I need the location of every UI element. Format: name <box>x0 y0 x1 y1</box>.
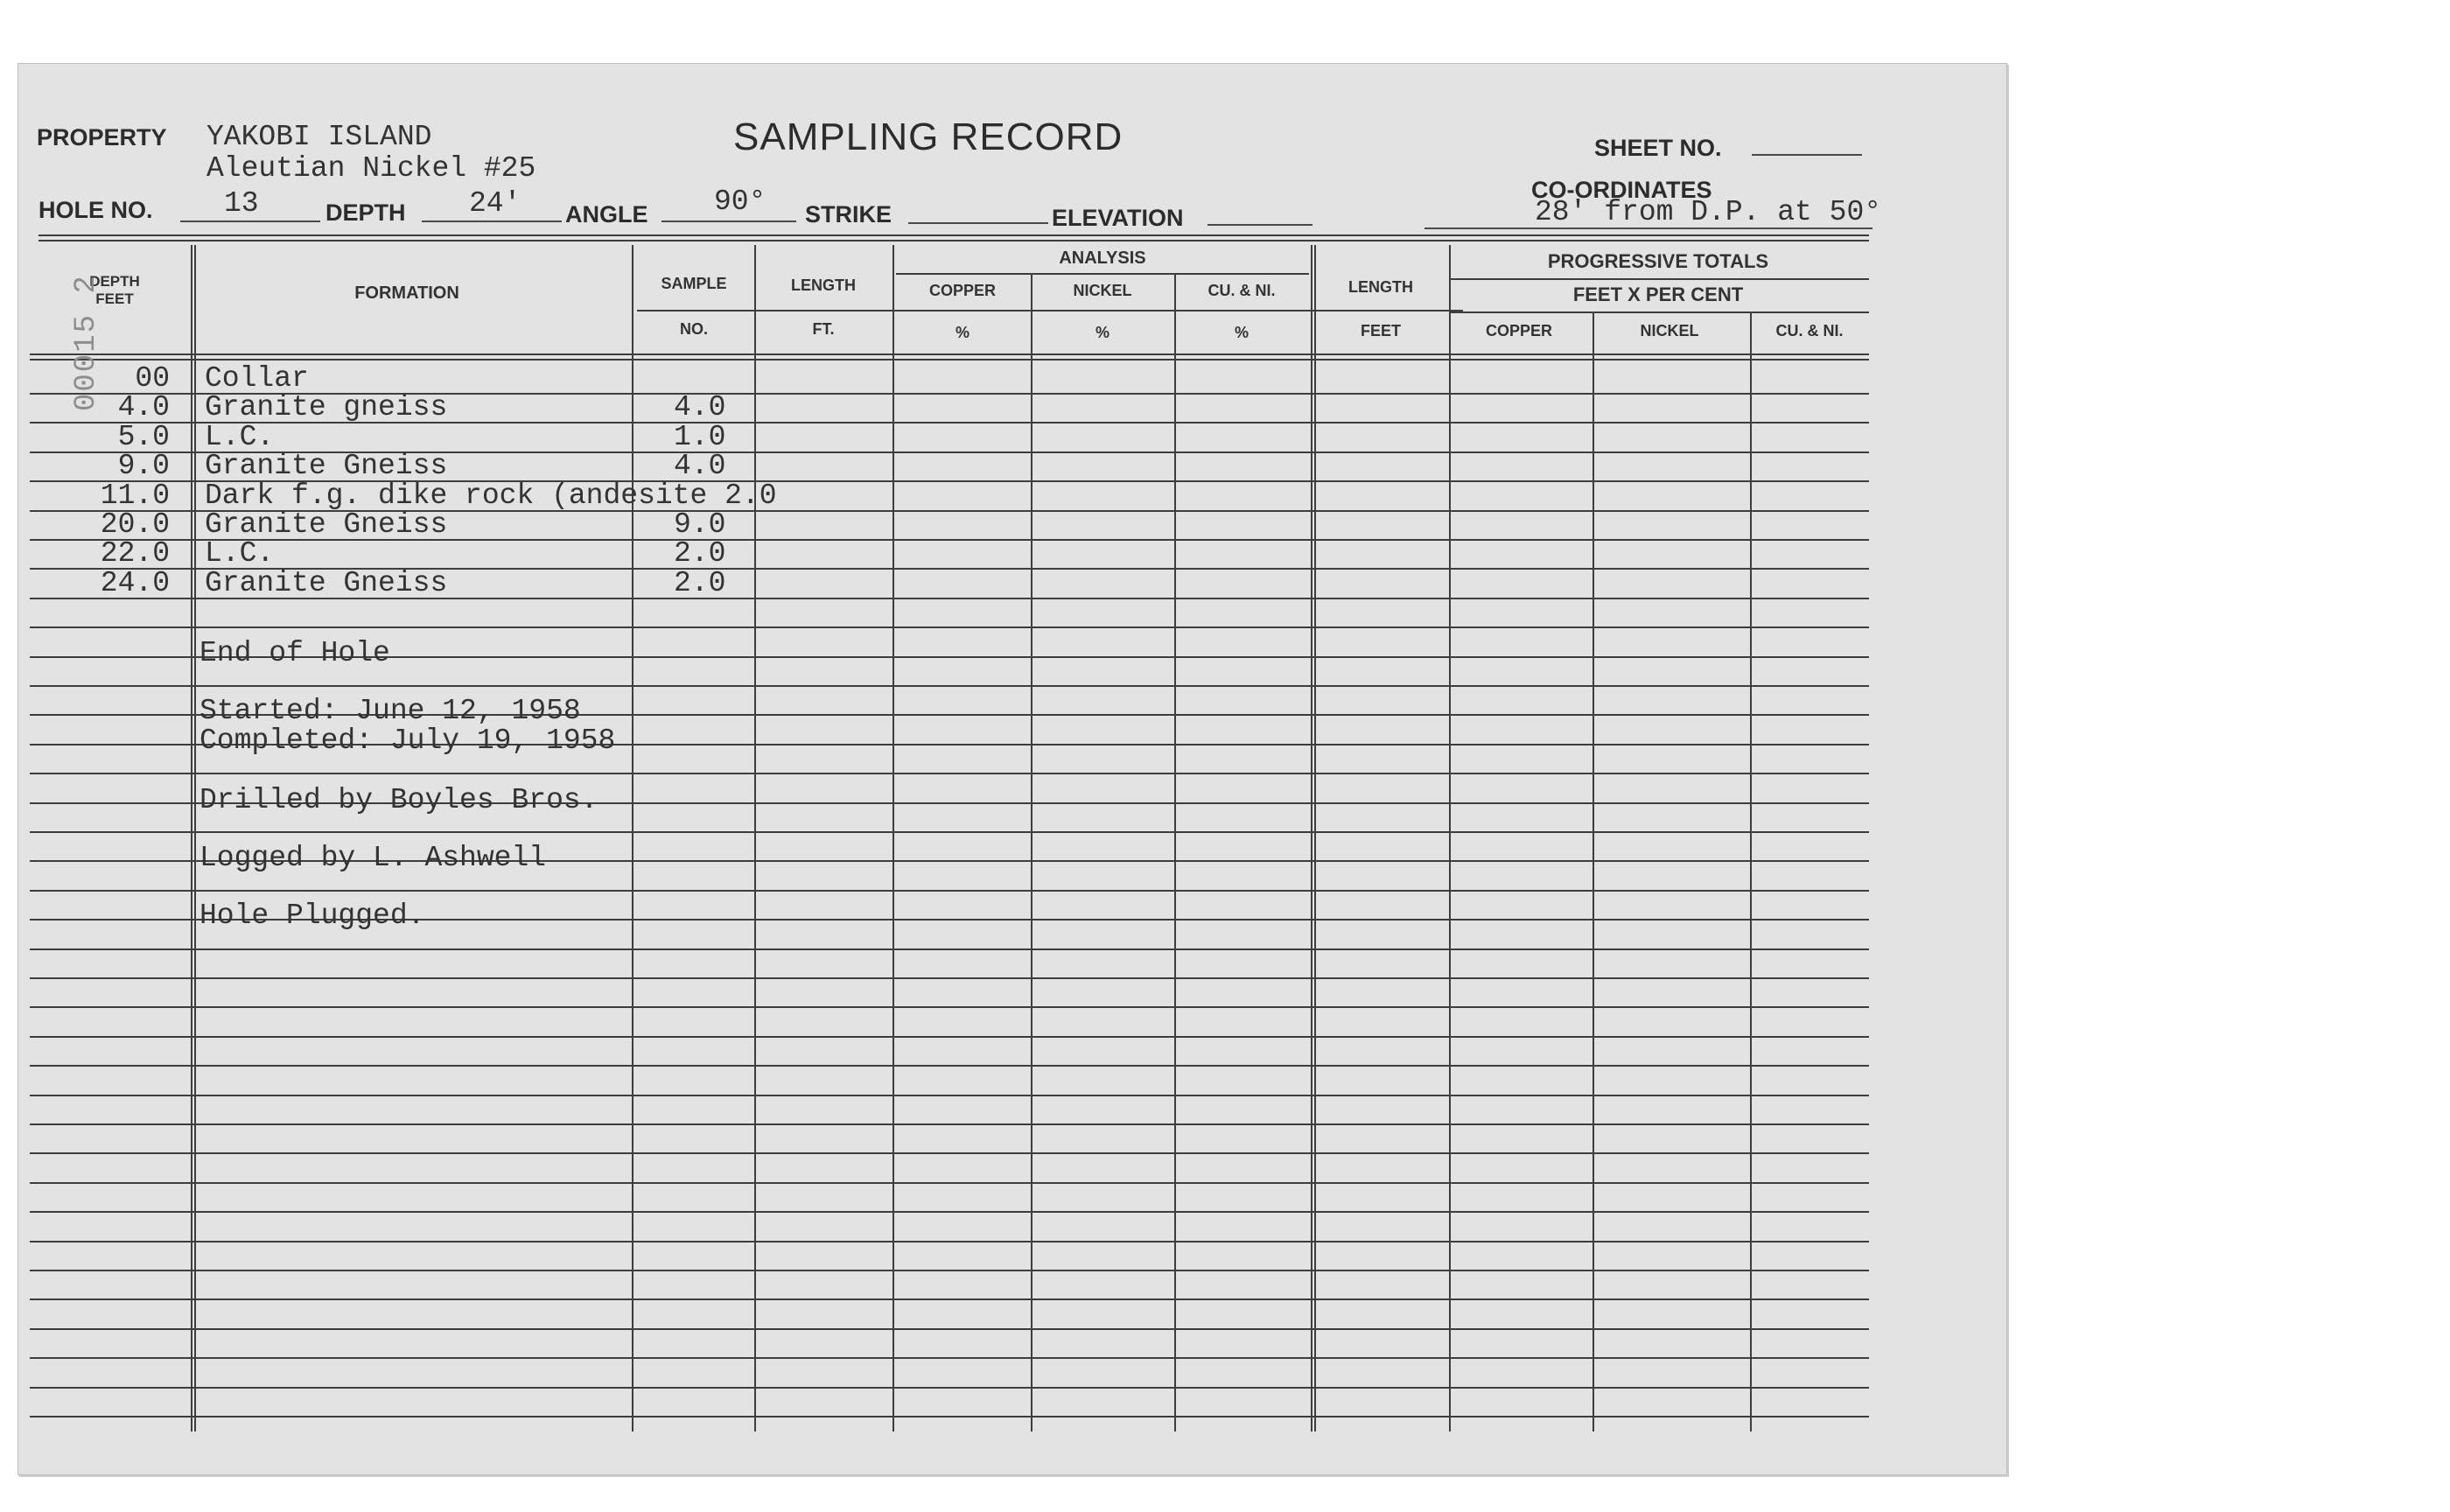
note-drilled-by: Drilled by Boyles Bros. <box>200 784 598 816</box>
ruled-line <box>30 626 1869 628</box>
progressive-subrule-1 <box>1451 278 1869 280</box>
col-formation: FORMATION <box>354 284 459 303</box>
note-hole-plugged: Hole Plugged. <box>200 900 425 932</box>
elevation-label: ELEVATION <box>1052 205 1184 231</box>
row-sample: 9.0 <box>674 508 726 541</box>
ruled-line <box>30 1182 1869 1184</box>
col-copper-pct: % <box>955 324 970 341</box>
col-nickel-pct: % <box>1095 324 1110 341</box>
column-divider <box>1174 273 1176 1432</box>
col-analysis: ANALYSIS <box>1059 248 1146 268</box>
ruled-line <box>30 890 1869 892</box>
row-depth: 24.0 <box>100 567 170 599</box>
column-divider <box>1750 312 1752 1432</box>
angle-line <box>662 220 796 222</box>
col-length: LENGTH <box>791 276 856 294</box>
strike-label: STRIKE <box>805 201 892 228</box>
analysis-subrule <box>896 273 1309 275</box>
ruled-line <box>30 773 1869 774</box>
coordinates-value: 28' from D.P. at 50° <box>1535 196 1882 228</box>
coordinates-label: CO-ORDINATES <box>1531 177 1712 203</box>
depth-value: 24' <box>469 187 522 220</box>
row-depth: 9.0 <box>117 450 170 482</box>
hole-no-label: HOLE NO. <box>38 197 153 223</box>
row-sample: 4.0 <box>674 391 726 424</box>
row-depth: 22.0 <box>100 537 170 570</box>
elevation-line <box>1208 224 1312 226</box>
row-depth: 4.0 <box>117 391 170 424</box>
ruled-line <box>30 1152 1869 1154</box>
col-feet: FEET <box>1360 322 1401 340</box>
strike-line <box>908 222 1048 224</box>
ruled-line <box>30 1241 1869 1242</box>
row-formation: L.C. <box>205 421 275 453</box>
ruled-line <box>30 1357 1869 1359</box>
ruled-line <box>30 1328 1869 1330</box>
header-rule-bottom <box>38 240 1869 242</box>
col-sample-no: NO. <box>679 320 708 338</box>
col-cu-ni-pct: % <box>1234 324 1249 341</box>
row-formation: Granite Gneiss <box>205 508 448 541</box>
progressive-subrule-2 <box>1451 312 1869 313</box>
ruled-line <box>30 831 1869 833</box>
row-depth: 11.0 <box>100 480 170 512</box>
depth-label: DEPTH <box>326 200 406 226</box>
hole-no-line <box>180 220 320 222</box>
subheader-rule <box>637 310 1463 312</box>
property-label: PROPERTY <box>37 124 167 150</box>
property-value-line1: YAKOBI ISLAND <box>206 121 432 153</box>
ruled-line <box>30 977 1869 979</box>
row-formation: Granite Gneiss <box>205 450 448 482</box>
row-depth: 00 <box>135 362 170 395</box>
col-prog-copper: COPPER <box>1485 322 1553 340</box>
ruled-line <box>30 1036 1869 1038</box>
col-feet-x-percent: FEET X PER CENT <box>1572 284 1744 305</box>
column-divider <box>1031 273 1032 1432</box>
row-sample: 2.0 <box>674 567 726 599</box>
col-prog-cu-ni: CU. & NI. <box>1775 322 1844 340</box>
ruled-line <box>30 1211 1869 1213</box>
header-rule-top <box>38 234 1869 236</box>
ruled-line <box>30 1006 1869 1008</box>
row-sample: 1.0 <box>674 421 726 453</box>
row-formation: Granite gneiss <box>205 391 448 424</box>
ruled-line <box>30 1065 1869 1067</box>
row-depth: 20.0 <box>100 508 170 541</box>
property-value-line2: Aleutian Nickel #25 <box>206 152 536 185</box>
ruled-line <box>30 1298 1869 1300</box>
sampling-record-sheet <box>18 63 2007 1475</box>
note-started: Started: June 12, 1958 <box>200 695 581 727</box>
row-formation: L.C. <box>205 537 275 570</box>
sheet-no-label: SHEET NO. <box>1594 135 1722 161</box>
ruled-line <box>30 1270 1869 1271</box>
row-sample: 2.0 <box>674 537 726 570</box>
header-bottom-rule <box>30 354 1869 355</box>
note-completed: Completed: July 19, 1958 <box>200 724 616 757</box>
depth-line <box>422 220 562 222</box>
row-formation: Dark f.g. dike rock (andesite 2.0 <box>205 480 777 512</box>
col-cu-ni: CU. & NI. <box>1208 282 1276 299</box>
note-end-of-hole: End of Hole <box>200 637 390 669</box>
side-stamp-number: 00015 2 <box>70 274 103 411</box>
angle-label: ANGLE <box>565 201 648 228</box>
angle-value: 90° <box>714 186 766 218</box>
col-prog-nickel: NICKEL <box>1640 322 1699 340</box>
ruled-line <box>30 1124 1869 1125</box>
header-bottom-rule <box>30 359 1869 360</box>
row-sample: 4.0 <box>674 450 726 482</box>
column-divider <box>1592 312 1594 1432</box>
col-nickel: NICKEL <box>1073 282 1132 299</box>
ruled-line <box>30 948 1869 950</box>
ruled-line <box>30 1416 1869 1418</box>
col-length2: LENGTH <box>1348 278 1413 296</box>
col-length-ft: FT. <box>812 320 835 338</box>
row-depth: 5.0 <box>117 421 170 453</box>
col-depth-feet: DEPTH FEET <box>89 273 140 307</box>
col-sample: SAMPLE <box>661 275 727 292</box>
ruled-line <box>30 1387 1869 1389</box>
sheet-no-line <box>1752 154 1862 156</box>
ruled-line <box>30 1095 1869 1096</box>
note-logged-by: Logged by L. Ashwell <box>200 842 547 874</box>
ruled-line <box>30 685 1869 687</box>
hole-no-value: 13 <box>224 187 259 220</box>
row-formation: Granite Gneiss <box>205 567 448 599</box>
row-formation: Collar <box>205 362 309 395</box>
form-title: SAMPLING RECORD <box>733 116 1124 158</box>
col-progressive-totals: PROGRESSIVE TOTALS <box>1547 250 1769 272</box>
col-copper: COPPER <box>928 282 997 299</box>
